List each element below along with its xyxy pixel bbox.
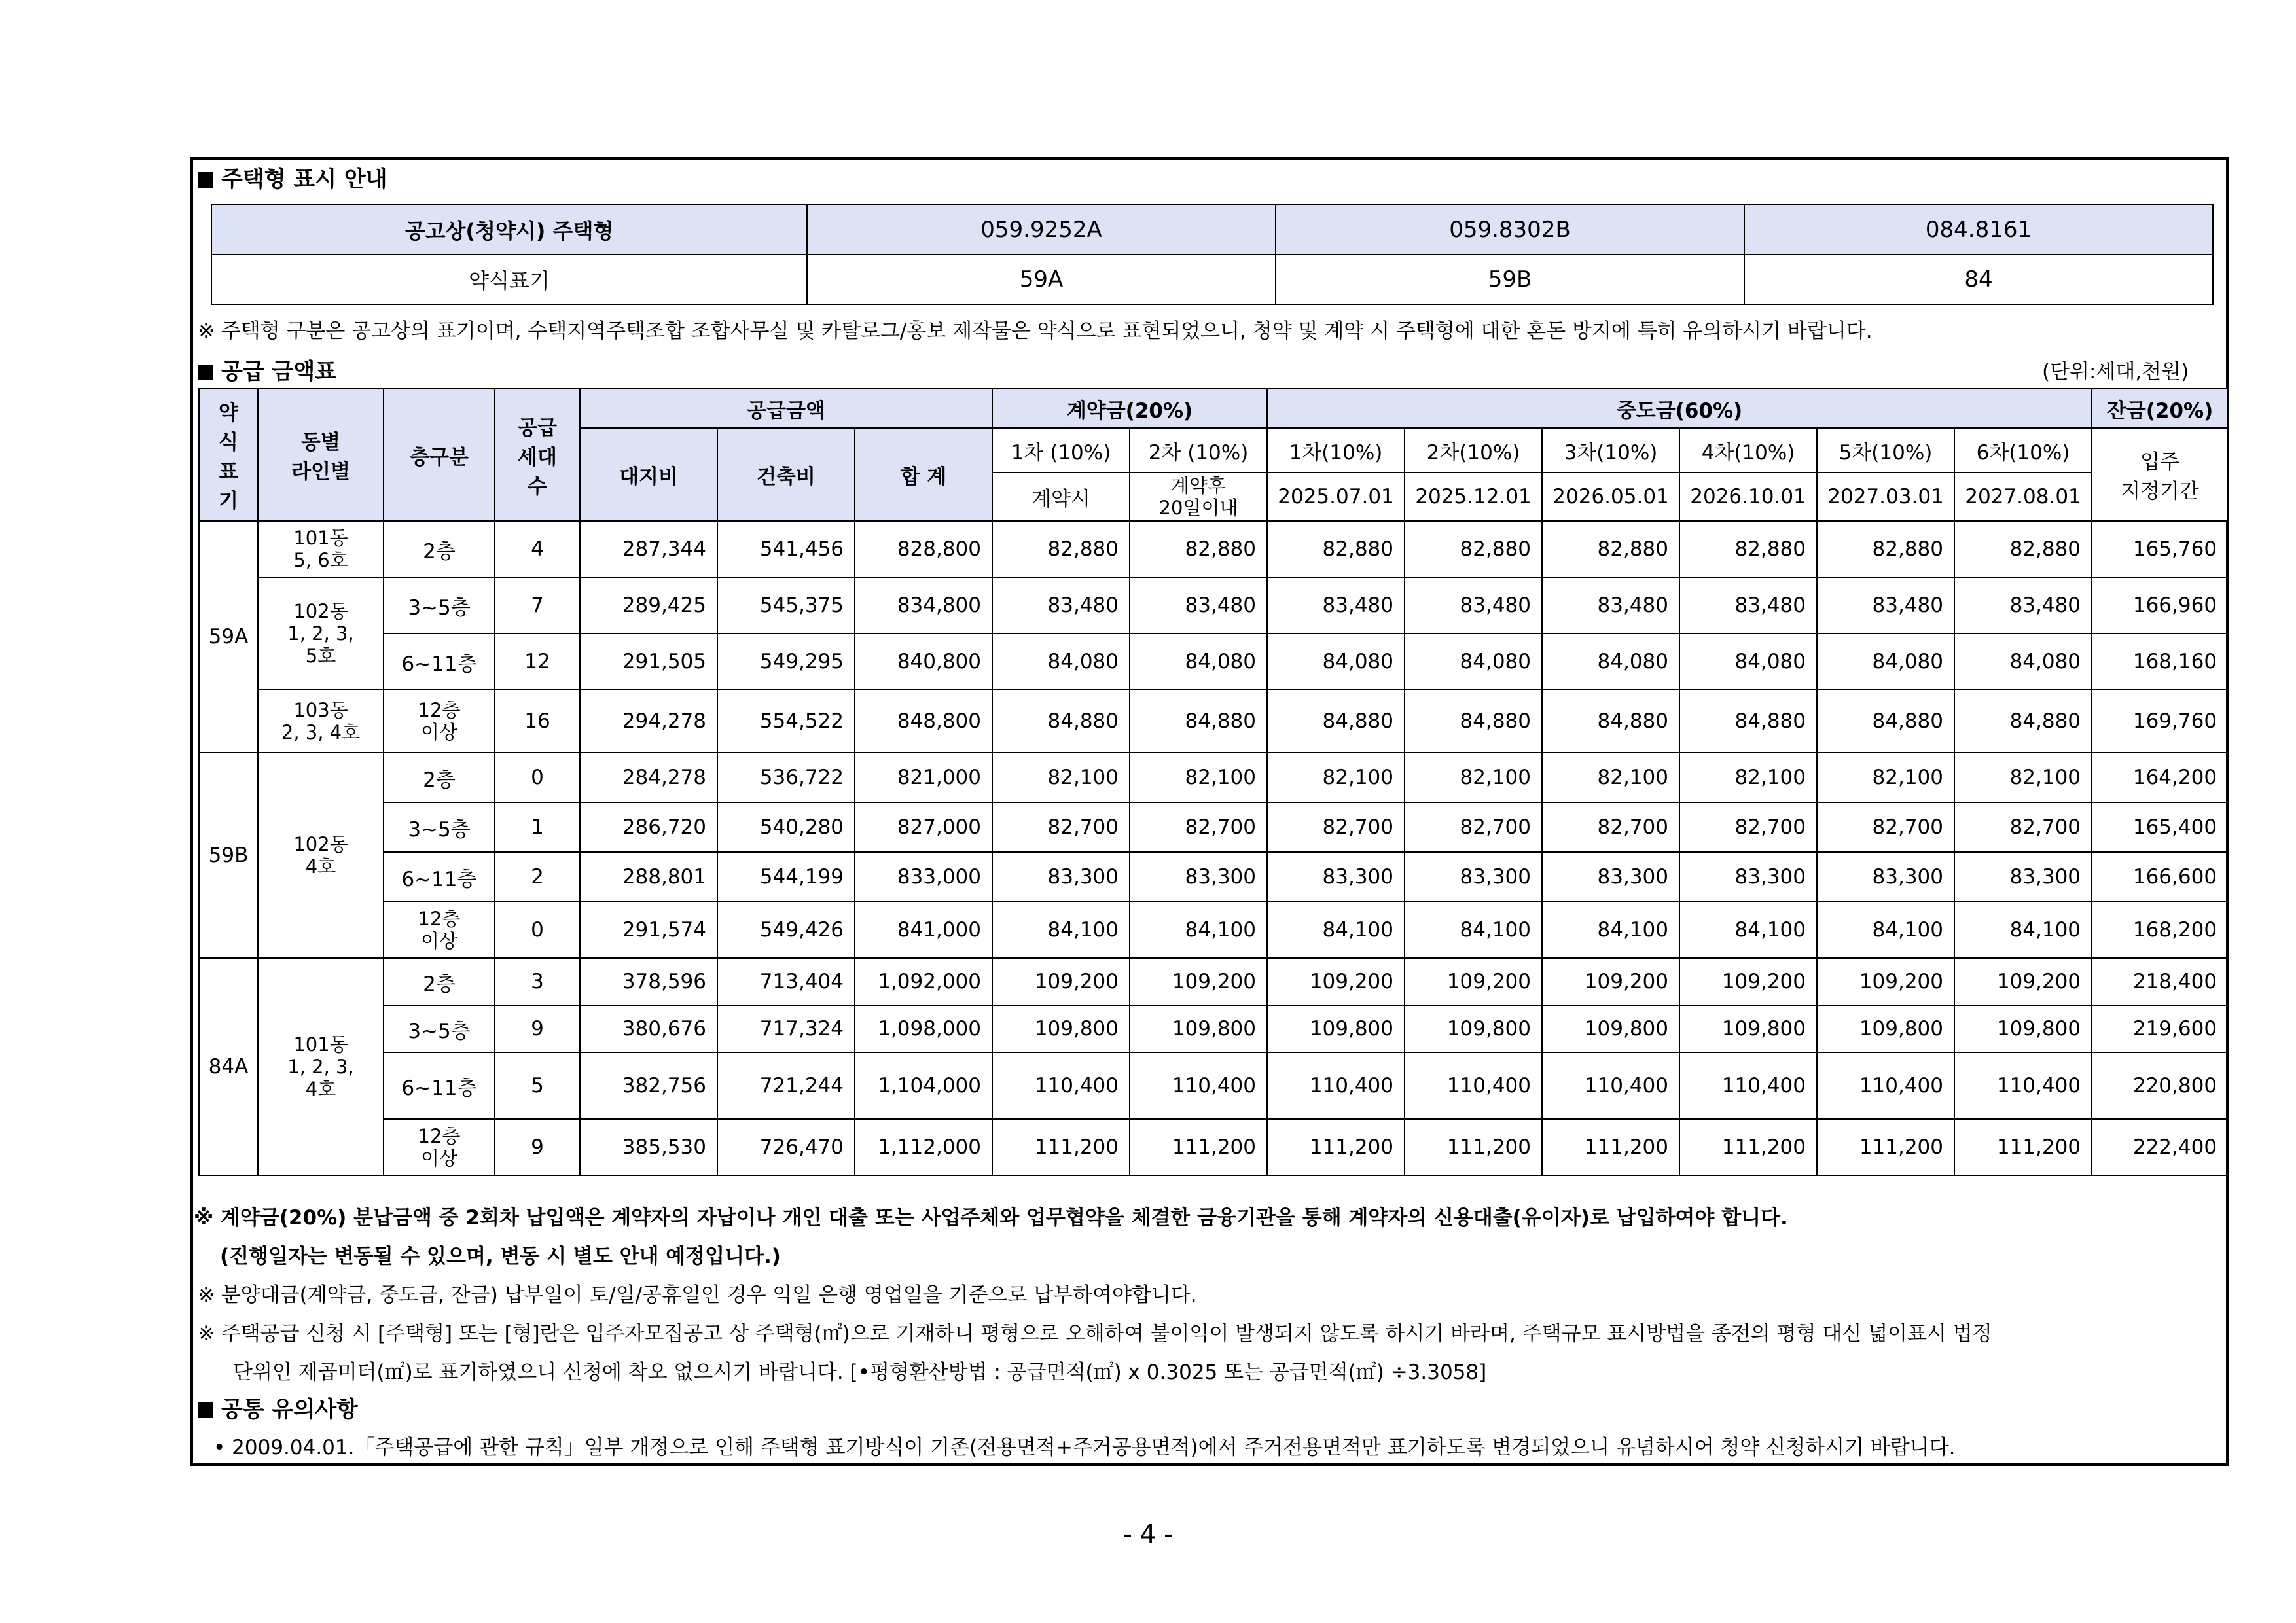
row-deposit-1: 82,880 bbox=[992, 521, 1130, 577]
unit-label: (단위:세대,천원) bbox=[2042, 360, 2189, 383]
row-balance: 165,760 bbox=[2092, 521, 2228, 577]
row-households: 4 bbox=[495, 521, 580, 577]
row-balance: 220,800 bbox=[2092, 1052, 2228, 1119]
row-middle-payment: 83,480 bbox=[1679, 577, 1817, 633]
row-middle-payment: 111,200 bbox=[1679, 1119, 1817, 1175]
row-deposit-1: 84,100 bbox=[992, 902, 1130, 958]
row-middle-payment: 83,480 bbox=[1817, 577, 1954, 633]
row-floor: 3~5층 bbox=[384, 802, 495, 852]
row-households: 12 bbox=[495, 633, 580, 690]
row-deposit-1: 111,200 bbox=[992, 1119, 1130, 1175]
row-households: 2 bbox=[495, 852, 580, 902]
header-total: 합 계 bbox=[855, 428, 992, 521]
table-row bbox=[199, 521, 2228, 577]
row-middle-payment: 84,880 bbox=[1405, 690, 1542, 753]
row-total: 841,000 bbox=[855, 902, 992, 958]
page-number: - 4 - bbox=[1123, 1520, 1173, 1548]
row-total: 848,800 bbox=[855, 690, 992, 753]
row-building-cost: 544,199 bbox=[717, 852, 855, 902]
row-middle-payment: 111,200 bbox=[1542, 1119, 1679, 1175]
row-land-cost: 294,278 bbox=[580, 690, 717, 753]
row-middle-payment: 83,480 bbox=[1542, 577, 1679, 633]
row-total: 827,000 bbox=[855, 802, 992, 852]
row-middle-payment: 110,400 bbox=[1267, 1052, 1405, 1119]
square-bullet-icon bbox=[198, 172, 213, 188]
row-middle-payment: 83,300 bbox=[1954, 852, 2092, 902]
row-floor: 12층 이상 bbox=[384, 690, 495, 753]
row-middle-payment: 109,200 bbox=[1817, 958, 1954, 1005]
row-middle-payment: 83,300 bbox=[1679, 852, 1817, 902]
row-middle-payment: 82,880 bbox=[1542, 521, 1679, 577]
row-middle-payment: 109,800 bbox=[1267, 1005, 1405, 1052]
row-balance: 222,400 bbox=[2092, 1119, 2228, 1175]
common-notes-section-title: 공통 유의사항 bbox=[198, 1391, 358, 1423]
row-middle-payment: 82,880 bbox=[1817, 521, 1954, 577]
header-middle-date: 2025.07.01 bbox=[1267, 473, 1405, 521]
row-middle-payment: 83,480 bbox=[1267, 577, 1405, 633]
row-total: 833,000 bbox=[855, 852, 992, 902]
housing-type-header-label: 공고상(청약시) 주택형 bbox=[211, 205, 807, 255]
row-balance: 164,200 bbox=[2092, 753, 2228, 802]
row-deposit-2: 82,880 bbox=[1130, 521, 1267, 577]
row-middle-payment: 109,800 bbox=[1954, 1005, 2092, 1052]
row-building-cost: 717,324 bbox=[717, 1005, 855, 1052]
header-deposit: 계약금(20%) bbox=[992, 389, 1267, 428]
row-land-cost: 287,344 bbox=[580, 521, 717, 577]
row-middle-payment: 83,300 bbox=[1542, 852, 1679, 902]
row-middle-payment: 111,200 bbox=[1817, 1119, 1954, 1175]
row-households: 5 bbox=[495, 1052, 580, 1119]
row-households: 9 bbox=[495, 1005, 580, 1052]
header-deposit-1-when: 계약시 bbox=[992, 473, 1130, 521]
housing-type-abbr: 59A bbox=[807, 255, 1276, 304]
table-row bbox=[199, 958, 2228, 1005]
row-deposit-2: 84,880 bbox=[1130, 690, 1267, 753]
row-building-line: 102동 4호 bbox=[258, 753, 384, 958]
row-land-cost: 385,530 bbox=[580, 1119, 717, 1175]
header-middle-date: 2025.12.01 bbox=[1405, 473, 1542, 521]
row-middle-payment: 82,100 bbox=[1405, 753, 1542, 802]
schedule-change-note: (진행일자는 변동될 수 있으며, 변동 시 별도 안내 예정입니다.) bbox=[220, 1245, 781, 1268]
table-row bbox=[199, 1052, 2228, 1119]
supply-price-section-title: 공급 금액표 bbox=[198, 353, 336, 385]
row-middle-payment: 111,200 bbox=[1405, 1119, 1542, 1175]
row-land-cost: 291,505 bbox=[580, 633, 717, 690]
header-deposit-2: 2차 (10%) bbox=[1130, 428, 1267, 473]
housing-type-full: 059.9252A bbox=[807, 205, 1276, 255]
housing-type-section-title: 주택형 표시 안내 bbox=[198, 161, 387, 193]
supply-price-table bbox=[198, 388, 2229, 1176]
row-building-cost: 549,426 bbox=[717, 902, 855, 958]
row-total: 840,800 bbox=[855, 633, 992, 690]
row-deposit-1: 110,400 bbox=[992, 1052, 1130, 1119]
row-middle-payment: 84,880 bbox=[1817, 690, 1954, 753]
area-unit-note-line2: 단위인 제곱미터(㎡)로 표기하였으니 신청에 착오 없으시기 바랍니다. [•평형환산방법 : 공급면적(㎡) x 0.3025 또는 공급면적(㎡) ÷3.3058] bbox=[233, 1361, 1487, 1384]
row-housing-type: 59A bbox=[199, 521, 258, 753]
row-housing-type: 84A bbox=[199, 958, 258, 1175]
row-middle-payment: 82,100 bbox=[1679, 753, 1817, 802]
row-middle-payment: 82,880 bbox=[1679, 521, 1817, 577]
row-households: 1 bbox=[495, 802, 580, 852]
header-middle-payment: 중도금(60%) bbox=[1267, 389, 2092, 428]
row-middle-payment: 84,080 bbox=[1954, 633, 2092, 690]
row-deposit-2: 82,100 bbox=[1130, 753, 1267, 802]
row-middle-payment: 84,100 bbox=[1267, 902, 1405, 958]
row-middle-payment: 110,400 bbox=[1405, 1052, 1542, 1119]
row-total: 1,092,000 bbox=[855, 958, 992, 1005]
row-balance: 218,400 bbox=[2092, 958, 2228, 1005]
table-row bbox=[199, 753, 2228, 802]
header-floor: 층구분 bbox=[384, 389, 495, 521]
header-households: 공급 세대 수 bbox=[495, 389, 580, 521]
row-middle-payment: 84,880 bbox=[1542, 690, 1679, 753]
header-middle-round: 1차(10%) bbox=[1267, 428, 1405, 473]
row-middle-payment: 109,200 bbox=[1542, 958, 1679, 1005]
row-deposit-1: 82,100 bbox=[992, 753, 1130, 802]
header-deposit-1: 1차 (10%) bbox=[992, 428, 1130, 473]
row-middle-payment: 84,100 bbox=[1542, 902, 1679, 958]
row-floor: 3~5층 bbox=[384, 1005, 495, 1052]
row-building-line: 102동 1, 2, 3, 5호 bbox=[258, 577, 384, 690]
header-middle-date: 2026.10.01 bbox=[1679, 473, 1817, 521]
deposit-loan-note: ※ 계약금(20%) 분납금액 중 2회차 납입액은 계약자의 자납이나 개인 대출 또는 사업주체와 업무협약을 체결한 금융기관을 통해 계약자의 신용대출(유이자)로 납입하여야 합니다. bbox=[194, 1206, 1788, 1230]
row-deposit-2: 84,100 bbox=[1130, 902, 1267, 958]
row-deposit-2: 83,480 bbox=[1130, 577, 1267, 633]
row-deposit-1: 109,800 bbox=[992, 1005, 1130, 1052]
table-row bbox=[199, 852, 2228, 902]
row-households: 16 bbox=[495, 690, 580, 753]
row-floor: 6~11층 bbox=[384, 1052, 495, 1119]
row-deposit-2: 109,800 bbox=[1130, 1005, 1267, 1052]
row-households: 7 bbox=[495, 577, 580, 633]
table-row bbox=[199, 1119, 2228, 1175]
row-middle-payment: 83,480 bbox=[1954, 577, 2092, 633]
row-households: 3 bbox=[495, 958, 580, 1005]
row-middle-payment: 109,800 bbox=[1817, 1005, 1954, 1052]
row-floor: 6~11층 bbox=[384, 852, 495, 902]
table-row bbox=[199, 902, 2228, 958]
square-bullet-icon bbox=[198, 1402, 213, 1418]
row-middle-payment: 82,700 bbox=[1954, 802, 2092, 852]
row-building-line: 101동 5, 6호 bbox=[258, 521, 384, 577]
header-middle-round: 2차(10%) bbox=[1405, 428, 1542, 473]
row-middle-payment: 83,300 bbox=[1405, 852, 1542, 902]
row-balance: 166,600 bbox=[2092, 852, 2228, 902]
row-middle-payment: 84,080 bbox=[1817, 633, 1954, 690]
housing-type-full: 059.8302B bbox=[1276, 205, 1744, 255]
row-balance: 166,960 bbox=[2092, 577, 2228, 633]
header-middle-date: 2027.03.01 bbox=[1817, 473, 1954, 521]
row-land-cost: 382,756 bbox=[580, 1052, 717, 1119]
row-building-line: 101동 1, 2, 3, 4호 bbox=[258, 958, 384, 1175]
row-households: 9 bbox=[495, 1119, 580, 1175]
row-middle-payment: 82,700 bbox=[1679, 802, 1817, 852]
row-building-cost: 721,244 bbox=[717, 1052, 855, 1119]
row-middle-payment: 84,100 bbox=[1954, 902, 2092, 958]
row-total: 1,098,000 bbox=[855, 1005, 992, 1052]
table-row bbox=[199, 690, 2228, 753]
row-deposit-2: 109,200 bbox=[1130, 958, 1267, 1005]
row-total: 821,000 bbox=[855, 753, 992, 802]
row-building-cost: 554,522 bbox=[717, 690, 855, 753]
row-middle-payment: 110,400 bbox=[1679, 1052, 1817, 1119]
row-middle-payment: 111,200 bbox=[1954, 1119, 2092, 1175]
row-middle-payment: 84,080 bbox=[1679, 633, 1817, 690]
header-balance-when: 입주 지정기간 bbox=[2092, 428, 2228, 521]
table-row bbox=[199, 633, 2228, 690]
header-middle-round: 3차(10%) bbox=[1542, 428, 1679, 473]
header-building-line: 동별 라인별 bbox=[258, 389, 384, 521]
square-bullet-icon bbox=[198, 365, 213, 380]
row-middle-payment: 82,880 bbox=[1954, 521, 2092, 577]
row-building-cost: 713,404 bbox=[717, 958, 855, 1005]
row-middle-payment: 109,200 bbox=[1679, 958, 1817, 1005]
row-middle-payment: 111,200 bbox=[1267, 1119, 1405, 1175]
row-deposit-2: 110,400 bbox=[1130, 1052, 1267, 1119]
row-building-cost: 549,295 bbox=[717, 633, 855, 690]
header-land: 대지비 bbox=[580, 428, 717, 521]
table-row bbox=[199, 1005, 2228, 1052]
row-total: 1,104,000 bbox=[855, 1052, 992, 1119]
common-note-item: • 2009.04.01.「주택공급에 관한 규칙」일부 개정으로 인해 주택형 표기방식이 기존(전용면적+주거공용면적)에서 주거전용면적만 표기하도록 변경되었으니 유념하시어 청약 신청하시기 바랍니다. bbox=[213, 1436, 1956, 1459]
row-households: 0 bbox=[495, 753, 580, 802]
row-deposit-2: 111,200 bbox=[1130, 1119, 1267, 1175]
row-deposit-2: 82,700 bbox=[1130, 802, 1267, 852]
row-middle-payment: 84,080 bbox=[1405, 633, 1542, 690]
row-land-cost: 291,574 bbox=[580, 902, 717, 958]
header-middle-round: 4차(10%) bbox=[1679, 428, 1817, 473]
table-row bbox=[199, 802, 2228, 852]
row-deposit-1: 84,080 bbox=[992, 633, 1130, 690]
row-floor: 12층 이상 bbox=[384, 902, 495, 958]
housing-type-abbr: 84 bbox=[1744, 255, 2213, 304]
header-middle-round: 5차(10%) bbox=[1817, 428, 1954, 473]
row-middle-payment: 84,100 bbox=[1679, 902, 1817, 958]
row-middle-payment: 83,300 bbox=[1267, 852, 1405, 902]
housing-type-note: ※ 주택형 구분은 공고상의 표기이며, 수택지역주택조합 조합사무실 및 카탈로그/홍보 제작물은 약식으로 표현되었으니, 청약 및 계약 시 주택형에 대한 혼돈 방지에 특히 유의하시기 바랍니다. bbox=[198, 319, 1873, 343]
row-land-cost: 378,596 bbox=[580, 958, 717, 1005]
row-middle-payment: 82,100 bbox=[1817, 753, 1954, 802]
row-floor: 6~11층 bbox=[384, 633, 495, 690]
row-middle-payment: 109,800 bbox=[1679, 1005, 1817, 1052]
row-land-cost: 284,278 bbox=[580, 753, 717, 802]
row-middle-payment: 110,400 bbox=[1817, 1052, 1954, 1119]
holiday-payment-note: ※ 분양대금(계약금, 중도금, 잔금) 납부일이 토/일/공휴일인 경우 익일 은행 영업일을 기준으로 납부하여야합니다. bbox=[198, 1283, 1197, 1307]
row-middle-payment: 84,080 bbox=[1542, 633, 1679, 690]
row-middle-payment: 109,800 bbox=[1405, 1005, 1542, 1052]
row-balance: 168,160 bbox=[2092, 633, 2228, 690]
row-balance: 169,760 bbox=[2092, 690, 2228, 753]
row-middle-payment: 82,880 bbox=[1267, 521, 1405, 577]
row-middle-payment: 109,800 bbox=[1542, 1005, 1679, 1052]
row-middle-payment: 84,080 bbox=[1267, 633, 1405, 690]
row-floor: 12층 이상 bbox=[384, 1119, 495, 1175]
table-row bbox=[199, 577, 2228, 633]
row-land-cost: 380,676 bbox=[580, 1005, 717, 1052]
row-middle-payment: 82,100 bbox=[1954, 753, 2092, 802]
row-deposit-1: 83,300 bbox=[992, 852, 1130, 902]
row-middle-payment: 82,700 bbox=[1542, 802, 1679, 852]
row-deposit-2: 84,080 bbox=[1130, 633, 1267, 690]
row-middle-payment: 82,700 bbox=[1267, 802, 1405, 852]
row-land-cost: 286,720 bbox=[580, 802, 717, 852]
row-floor: 3~5층 bbox=[384, 577, 495, 633]
row-middle-payment: 109,200 bbox=[1405, 958, 1542, 1005]
row-building-cost: 541,456 bbox=[717, 521, 855, 577]
row-total: 828,800 bbox=[855, 521, 992, 577]
row-deposit-2: 83,300 bbox=[1130, 852, 1267, 902]
row-households: 0 bbox=[495, 902, 580, 958]
header-supply-amount: 공급금액 bbox=[580, 389, 992, 428]
row-floor: 2층 bbox=[384, 958, 495, 1005]
area-unit-note-line1: ※ 주택공급 신청 시 [주택형] 또는 [형]란은 입주자모집공고 상 주택형(㎡)으로 기재하니 평형으로 오해하여 불이익이 발생되지 않도록 하시기 바라며, 주택규모 표시방법을 종전의 평형 대신 넓이표시 법정 bbox=[198, 1322, 1992, 1346]
row-middle-payment: 83,300 bbox=[1817, 852, 1954, 902]
row-total: 834,800 bbox=[855, 577, 992, 633]
housing-type-table bbox=[211, 204, 2214, 305]
row-deposit-1: 83,480 bbox=[992, 577, 1130, 633]
row-middle-payment: 84,880 bbox=[1954, 690, 2092, 753]
header-building-cost: 건축비 bbox=[717, 428, 855, 521]
row-middle-payment: 84,100 bbox=[1405, 902, 1542, 958]
row-middle-payment: 109,200 bbox=[1954, 958, 2092, 1005]
row-balance: 168,200 bbox=[2092, 902, 2228, 958]
row-middle-payment: 110,400 bbox=[1954, 1052, 2092, 1119]
row-deposit-1: 82,700 bbox=[992, 802, 1130, 852]
row-middle-payment: 82,700 bbox=[1817, 802, 1954, 852]
header-abbr: 약 식 표 기 bbox=[199, 389, 258, 521]
row-floor: 2층 bbox=[384, 521, 495, 577]
row-total: 1,112,000 bbox=[855, 1119, 992, 1175]
row-balance: 165,400 bbox=[2092, 802, 2228, 852]
row-land-cost: 288,801 bbox=[580, 852, 717, 902]
row-middle-payment: 84,880 bbox=[1267, 690, 1405, 753]
row-floor: 2층 bbox=[384, 753, 495, 802]
row-building-cost: 726,470 bbox=[717, 1119, 855, 1175]
housing-type-full: 084.8161 bbox=[1744, 205, 2213, 255]
row-deposit-1: 109,200 bbox=[992, 958, 1130, 1005]
header-middle-round: 6차(10%) bbox=[1954, 428, 2092, 473]
row-middle-payment: 84,100 bbox=[1817, 902, 1954, 958]
row-building-line: 103동 2, 3, 4호 bbox=[258, 690, 384, 753]
row-balance: 219,600 bbox=[2092, 1005, 2228, 1052]
row-building-cost: 536,722 bbox=[717, 753, 855, 802]
row-middle-payment: 110,400 bbox=[1542, 1052, 1679, 1119]
row-middle-payment: 83,480 bbox=[1405, 577, 1542, 633]
row-middle-payment: 82,100 bbox=[1542, 753, 1679, 802]
row-middle-payment: 82,880 bbox=[1405, 521, 1542, 577]
header-middle-date: 2027.08.01 bbox=[1954, 473, 2092, 521]
row-land-cost: 289,425 bbox=[580, 577, 717, 633]
row-middle-payment: 109,200 bbox=[1267, 958, 1405, 1005]
row-middle-payment: 82,700 bbox=[1405, 802, 1542, 852]
header-deposit-2-when: 계약후 20일이내 bbox=[1130, 473, 1267, 521]
row-building-cost: 545,375 bbox=[717, 577, 855, 633]
header-middle-date: 2026.05.01 bbox=[1542, 473, 1679, 521]
row-building-cost: 540,280 bbox=[717, 802, 855, 852]
row-deposit-1: 84,880 bbox=[992, 690, 1130, 753]
row-middle-payment: 82,100 bbox=[1267, 753, 1405, 802]
row-middle-payment: 84,880 bbox=[1679, 690, 1817, 753]
housing-type-abbr-label: 약식표기 bbox=[211, 255, 807, 304]
header-balance: 잔금(20%) bbox=[2092, 389, 2228, 428]
housing-type-abbr: 59B bbox=[1276, 255, 1744, 304]
row-housing-type: 59B bbox=[199, 753, 258, 958]
